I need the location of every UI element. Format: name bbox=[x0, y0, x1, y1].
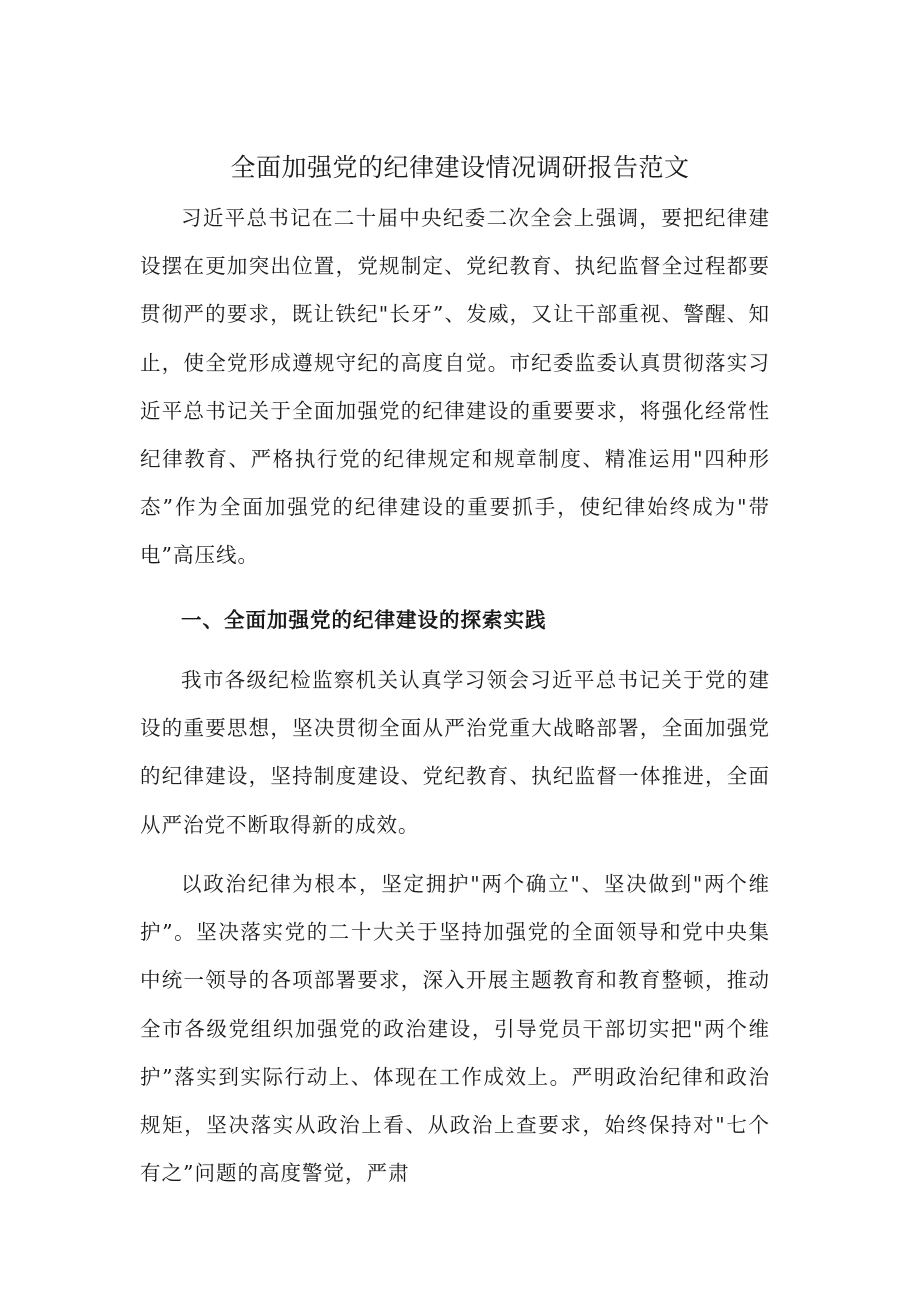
intro-paragraph: 习近平总书记在二十届中央纪委二次全会上强调，要把纪律建设摆在更加突出位置，党规制定、党纪教育、执纪监督全过程都要贯彻严的要求，既让铁纪"长牙”、发威，又让干部重视、警醒、知止，使全党形成遵规守纪的高度自觉。市纪委监委认真贯彻落实习近平总书记关于全面加强党的纪律建设的重要要求，将强化经常性纪律教育、严格执行党的纪律规定和规章制度、精准运用"四种形态”作为全面加强党的纪律建设的重要抓手，使纪律始终成为"带电”高压线。 bbox=[140, 206, 770, 568]
document-title: 全面加强党的纪律建设情况调研报告范文 bbox=[230, 153, 690, 182]
section-heading: 一、全面加强党的纪律建设的探索实践 bbox=[181, 608, 547, 632]
body-paragraph: 以政治纪律为根本，坚定拥护"两个确立"、坚决做到"两个维护”。坚决落实党的二十大关于坚持加强党的全面领导和党中央集中统一领导的各项部署要求，深入开展主题教育和教育整顿，推动全市各级党组织加强党的政治建设，引导党员干部切实把"两个维护”落实到实际行动上、体现在工作成效上。严明政治纪律和政治规矩，坚决落实从政治上看、从政治上查要求，始终保持对"七个有之”问题的高度警觉，严肃 bbox=[140, 872, 770, 1186]
body-paragraph: 我市各级纪检监察机关认真学习领会习近平总书记关于党的建设的重要思想，坚决贯彻全面从严治党重大战略部署，全面加强党的纪律建设，坚持制度建设、党纪教育、执纪监督一体推进，全面从严治党不断取得新的成效。 bbox=[140, 668, 770, 837]
